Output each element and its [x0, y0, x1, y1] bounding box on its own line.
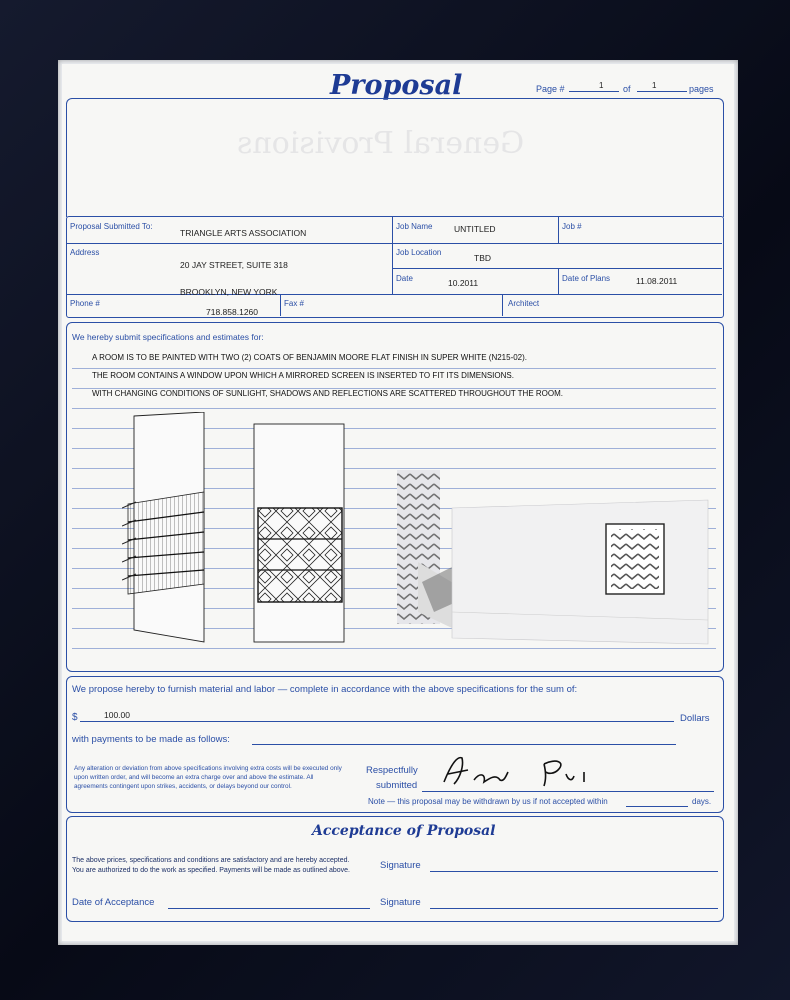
date-of-acceptance-field[interactable]	[168, 908, 370, 909]
pages-label: pages	[689, 84, 714, 94]
job-location-label: Job Location	[396, 248, 442, 257]
grid-row-line	[392, 268, 722, 269]
grid-col-line	[502, 294, 503, 316]
payments-label: with payments to be made as follows:	[72, 734, 230, 745]
grid-col-line	[558, 268, 559, 294]
total-pages: 1	[652, 81, 657, 90]
specifications-intro: We hereby submit specifications and estimates for:	[72, 332, 264, 342]
spec-line-1: A ROOM IS TO BE PAINTED WITH TWO (2) COATS OF BENJAMIN MOORE FLAT FINISH IN SUPER WHITE (N215-02).	[92, 353, 528, 362]
job-name-value: UNTITLED	[454, 224, 496, 234]
total-pages-line	[637, 91, 687, 92]
phone-value: 718.858.1260	[206, 307, 258, 317]
phone-label: Phone #	[70, 299, 100, 308]
submitted-to-value: TRIANGLE ARTS ASSOCIATION	[180, 228, 307, 238]
respectfully-label: Respectfully	[366, 765, 418, 776]
job-number-label: Job #	[562, 222, 582, 231]
note-text: Note — this proposal may be withdrawn by us if not accepted within	[368, 797, 608, 806]
currency-symbol: $	[72, 712, 78, 723]
page-number: 1	[599, 81, 604, 90]
header-grid	[66, 216, 724, 318]
page-number-line	[569, 91, 619, 92]
date-label: Date	[396, 274, 413, 283]
spec-line-3: WITH CHANGING CONDITIONS OF SUNLIGHT, SHADOWS AND REFLECTIONS ARE SCATTERED THROUGHOUT THE ROOM.	[92, 389, 563, 398]
drawing-perspective-screen	[122, 412, 204, 642]
acceptance-title: Acceptance of Proposal	[312, 823, 496, 839]
submitted-label: submitted	[376, 780, 418, 791]
of-label: of	[623, 84, 631, 94]
grid-col-line	[280, 294, 281, 316]
grid-col-line	[558, 216, 559, 243]
acceptance-text: The above prices, specifications and conditions are satisfactory and are hereby accepted. You are authorized to do the work as specified. Payments will be made as outlined above.	[72, 857, 350, 874]
date-of-plans-value: 11.08.2011	[636, 276, 678, 286]
grid-col-line	[392, 216, 393, 294]
date-of-acceptance-label: Date of Acceptance	[72, 897, 155, 908]
signature-label: Signature	[380, 860, 421, 871]
days-line	[626, 806, 688, 807]
dollars-label: Dollars	[680, 713, 710, 724]
page-label: Page #	[536, 84, 565, 94]
signature2-label: Signature	[380, 897, 421, 908]
drawing-elevation-screen	[254, 424, 344, 642]
address-label: Address	[70, 248, 100, 257]
drawing-room-view	[452, 500, 708, 644]
grid-row-line	[66, 294, 722, 295]
date-of-plans-label: Date of Plans	[562, 274, 611, 283]
amount-value: 100.00	[104, 710, 130, 720]
handwritten-signature	[434, 752, 624, 792]
form-title: Proposal	[330, 70, 463, 101]
address-line1: 20 JAY STREET, SUITE 318	[180, 260, 288, 270]
general-provisions-box	[66, 98, 724, 217]
grid-row-line	[66, 243, 722, 244]
fax-label: Fax #	[284, 299, 305, 308]
signature-field[interactable]	[430, 871, 718, 872]
disclaimer-text: Any alteration or deviation from above specifications involving extra costs will be executed only upon written order, and will become an extra charge over and above the estimate. All agreements contingent upon strikes, accidents, or delays beyond our control.	[74, 765, 342, 790]
job-location-value: TBD	[474, 253, 491, 263]
signature2-field[interactable]	[430, 908, 718, 909]
mirrored-screen-drawings	[122, 412, 722, 648]
date-value: 10.2011	[448, 278, 479, 288]
payments-line	[252, 744, 676, 745]
spec-line-2: THE ROOM CONTAINS A WINDOW UPON WHICH A MIRRORED SCREEN IS INSERTED TO FIT ITS DIMENSIONS.	[92, 371, 514, 380]
architect-label: Architect	[508, 299, 540, 308]
submitted-to-label: Proposal Submitted To:	[70, 222, 153, 231]
address-line2: BROOKLYN, NEW YORK	[180, 287, 278, 297]
show-through-text: General Provisions	[237, 126, 525, 161]
amount-line	[80, 721, 674, 722]
job-name-label: Job Name	[396, 222, 433, 231]
proposal-form	[62, 64, 734, 941]
payment-statement: We propose hereby to furnish material and labor — complete in accordance with the above specifications for the sum of:	[72, 684, 578, 695]
days-label: days.	[692, 797, 712, 806]
